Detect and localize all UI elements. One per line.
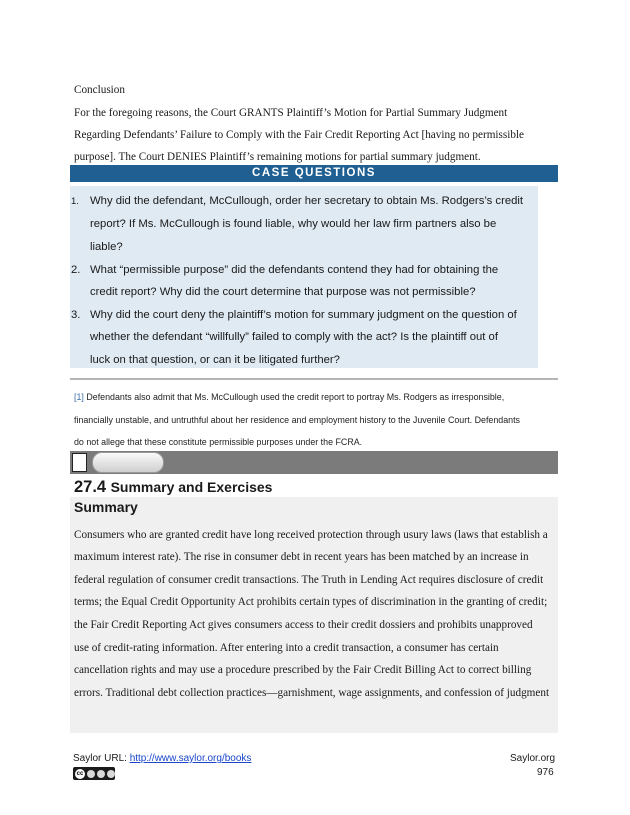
question-number: 2. — [71, 264, 81, 276]
footer-url-link[interactable]: http://www.saylor.org/books — [129, 753, 252, 764]
question-line: liable? — [90, 241, 123, 253]
cc-icon: cc — [76, 770, 84, 777]
summary-heading: Summary — [74, 499, 138, 515]
question-line: Why did the court deny the plaintiff’s motion for summary judgment on the question of — [90, 309, 517, 321]
nc-icon — [97, 770, 105, 778]
summary-line: use of credit-rating information. After entering into a credit transaction, a consumer has certain — [74, 642, 499, 654]
summary-line: Consumers who are granted credit have long received protection through usury laws (laws that establish a — [74, 529, 548, 541]
summary-line: errors. Traditional debt collection practices—garnishment, wage assignments, and confession of judgment — [74, 687, 550, 699]
nav-toggle-button[interactable] — [72, 453, 87, 472]
summary-line: the Fair Credit Reporting Act gives consumers access to their credit dossiers and prohibits unapproved — [74, 619, 533, 631]
footer-url-label: Saylor URL: — [73, 753, 130, 764]
footer-source — [73, 753, 251, 764]
conclusion-line: For the foregoing reasons, the Court GRANTS Plaintiff’s Motion for Partial Summary Judgment — [74, 107, 508, 119]
section-title-text: Summary and Exercises — [110, 479, 273, 495]
case-questions-title: CASE QUESTIONS — [70, 165, 558, 182]
question-line: luck on that question, or can it be litigated further? — [90, 354, 340, 366]
summary-line: terms; the Equal Credit Opportunity Act prohibits certain types of discrimination in the granting of credit; — [74, 596, 548, 608]
nav-pill-button[interactable] — [92, 452, 164, 473]
sa-icon — [107, 770, 115, 778]
question-line: Why did the defendant, McCullough, order her secretary to obtain Ms. Rodgers’s credit — [90, 195, 524, 207]
question-line: report? If Ms. McCullough is found liable, why would her law firm partners also be — [90, 218, 497, 230]
question-line: What “permissible purpose” did the defendants contend they had for obtaining the — [90, 264, 499, 276]
question-line: whether the defendant “willfully” failed to comply with the act? Is the plaintiff out of — [90, 331, 498, 343]
summary-line: maximum interest rate). The rise in consumer debt in recent years has been matched by an increase in — [74, 551, 529, 563]
section-number: 27.4 — [74, 478, 107, 496]
question-number: 1. — [71, 196, 79, 207]
cc-license-badge — [73, 767, 115, 780]
footnote-divider — [70, 378, 558, 380]
footnote-text: Defendants also admit that Ms. McCullough used the credit report to portray Ms. Rodgers as irresponsible, — [86, 392, 505, 402]
section-title — [74, 478, 272, 497]
footnote-line: do not allege that these constitute permissible purposes under the FCRA. — [74, 437, 363, 447]
question-number: 3. — [71, 309, 81, 321]
footnote-line: financially unstable, and untruthful about her residence and employment history to the Juvenile Court. Defendants — [74, 415, 520, 425]
conclusion-line: purpose]. The Court DENIES Plaintiff’s remaining motions for partial summary judgment. — [74, 151, 481, 163]
summary-line: federal regulation of consumer credit transactions. The Truth in Lending Act requires disclosure of credit — [74, 574, 544, 586]
page-number: 976 — [537, 767, 554, 778]
footnote-ref-link[interactable]: [1] — [74, 392, 84, 402]
summary-line: cancellation rights and may use a procedure prescribed by the Fair Credit Billing Act to correct billing — [74, 664, 532, 676]
question-line: credit report? Why did the court determine that purpose was not permissible? — [90, 286, 476, 298]
footnote-line — [74, 392, 504, 402]
footer-site: Saylor.org — [510, 753, 556, 764]
conclusion-heading: Conclusion — [74, 84, 125, 96]
conclusion-line: Regarding Defendants’ Failure to Comply with the Fair Credit Reporting Act [having no permissible — [74, 129, 525, 141]
by-icon — [87, 770, 95, 778]
